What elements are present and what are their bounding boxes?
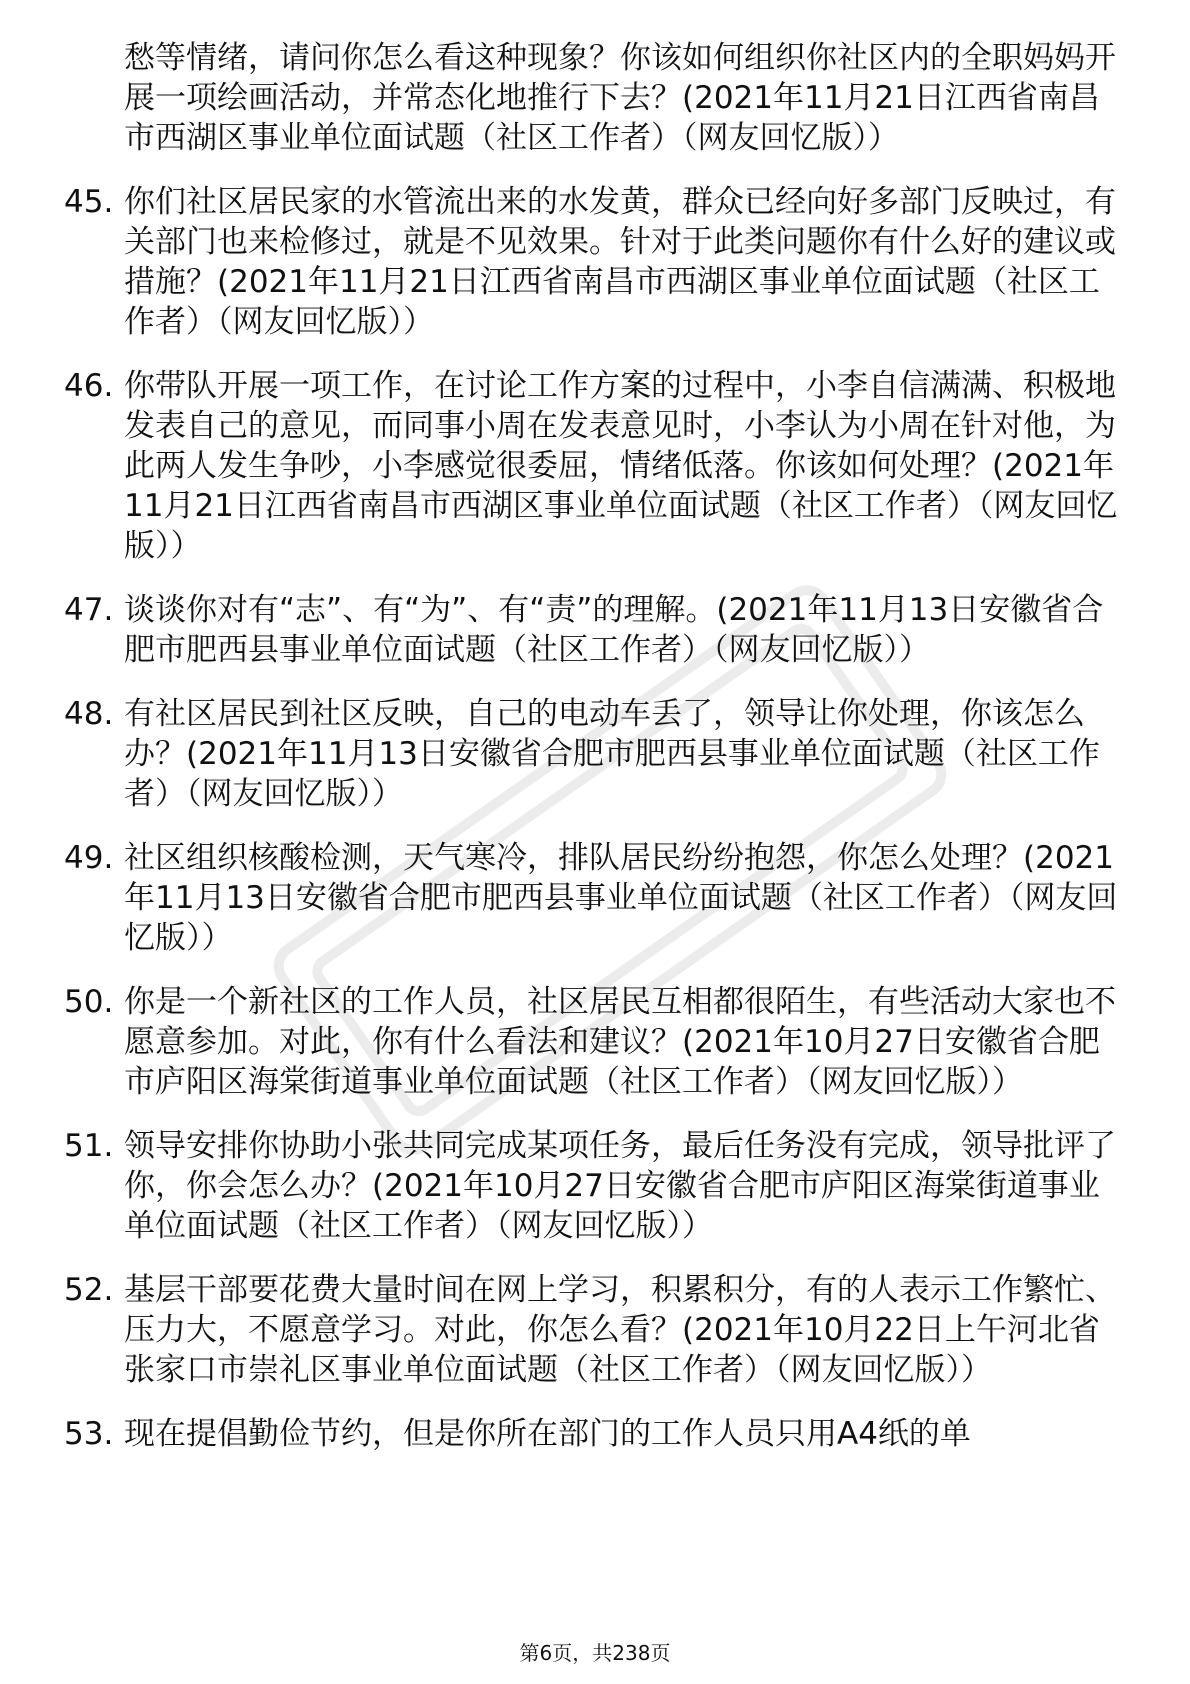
question-number: 53. <box>64 1416 114 1452</box>
question-number: 47. <box>64 592 114 628</box>
question-text: 你们社区居民家的水管流出来的水发黄，群众已经向好多部门反映过，有关部门也来检修过，就是不见效果。针对于此类问题你有什么好的建议或措施？(2021年11月21日江西省南昌市西湖区事业单位面试题（社区工作者）（网友回忆版）） <box>124 184 1116 340</box>
question-text: 基层干部要花费大量时间在网上学习，积累积分，有的人表示工作繁忙、压力大，不愿意学习。对此，你怎么看？(2021年10月22日上午河北省张家口市崇礼区事业单位面试题（社区工作者）（网友回忆版）） <box>124 1272 1116 1388</box>
question-item <box>64 1270 1124 1390</box>
question-text: 你带队开展一项工作，在讨论工作方案的过程中，小李自信满满、积极地发表自己的意见，而同事小周在发表意见时，小李认为小周在针对他，为此两人发生争吵，小李感觉很委屈，情绪低落。你该如何处理？(2021年11月21日江西省南昌市西湖区事业单位面试题（社区工作者）（网友回忆版）） <box>124 368 1118 564</box>
question-number: 46. <box>64 368 114 404</box>
question-number: 49. <box>64 840 114 876</box>
question-item <box>64 366 1124 566</box>
question-item <box>64 590 1124 670</box>
question-text: 社区组织核酸检测，天气寒冷，排队居民纷纷抱怨，你怎么处理？(2021年11月13日安徽省合肥市肥西县事业单位面试题（社区工作者）（网友回忆版）） <box>124 840 1118 956</box>
question-list <box>64 38 1124 1478</box>
question-item <box>64 982 1124 1102</box>
continuation-paragraph: 愁等情绪，请问你怎么看这种现象？你该如何组织你社区内的全职妈妈开展一项绘画活动，并常态化地推行下去？(2021年11月21日江西省南昌市西湖区事业单位面试题（社区工作者）（网友回忆版）） <box>124 40 1116 156</box>
question-number: 50. <box>64 984 114 1020</box>
question-number: 48. <box>64 696 114 732</box>
question-item <box>64 694 1124 814</box>
question-item <box>64 1126 1124 1246</box>
question-text: 有社区居民到社区反映，自己的电动车丢了，领导让你处理，你该怎么办？(2021年11月13日安徽省合肥市肥西县事业单位面试题（社区工作者）（网友回忆版）） <box>124 696 1100 812</box>
question-text: 现在提倡勤俭节约，但是你所在部门的工作人员只用A4纸的单 <box>124 1416 971 1452</box>
question-number: 51. <box>64 1128 114 1164</box>
question-text: 领导安排你协助小张共同完成某项任务，最后任务没有完成，领导批评了你，你会怎么办？(2021年10月27日安徽省合肥市庐阳区海棠街道事业单位面试题（社区工作者）（网友回忆版）） <box>124 1128 1116 1244</box>
question-number: 52. <box>64 1272 114 1308</box>
question-item <box>64 182 1124 342</box>
page-footer: 第6页，共238页 <box>519 1641 671 1665</box>
question-item <box>64 838 1124 958</box>
question-item <box>64 1414 1124 1454</box>
question-text: 你是一个新社区的工作人员，社区居民互相都很陌生，有些活动大家也不愿意参加。对此，你有什么看法和建议？(2021年10月27日安徽省合肥市庐阳区海棠街道事业单位面试题（社区工作者）（网友回忆版）） <box>124 984 1116 1100</box>
question-number: 45. <box>64 184 114 220</box>
question-text: 谈谈你对有“志”、有“为”、有“责”的理解。(2021年11月13日安徽省合肥市肥西县事业单位面试题（社区工作者）（网友回忆版）） <box>124 592 1104 668</box>
